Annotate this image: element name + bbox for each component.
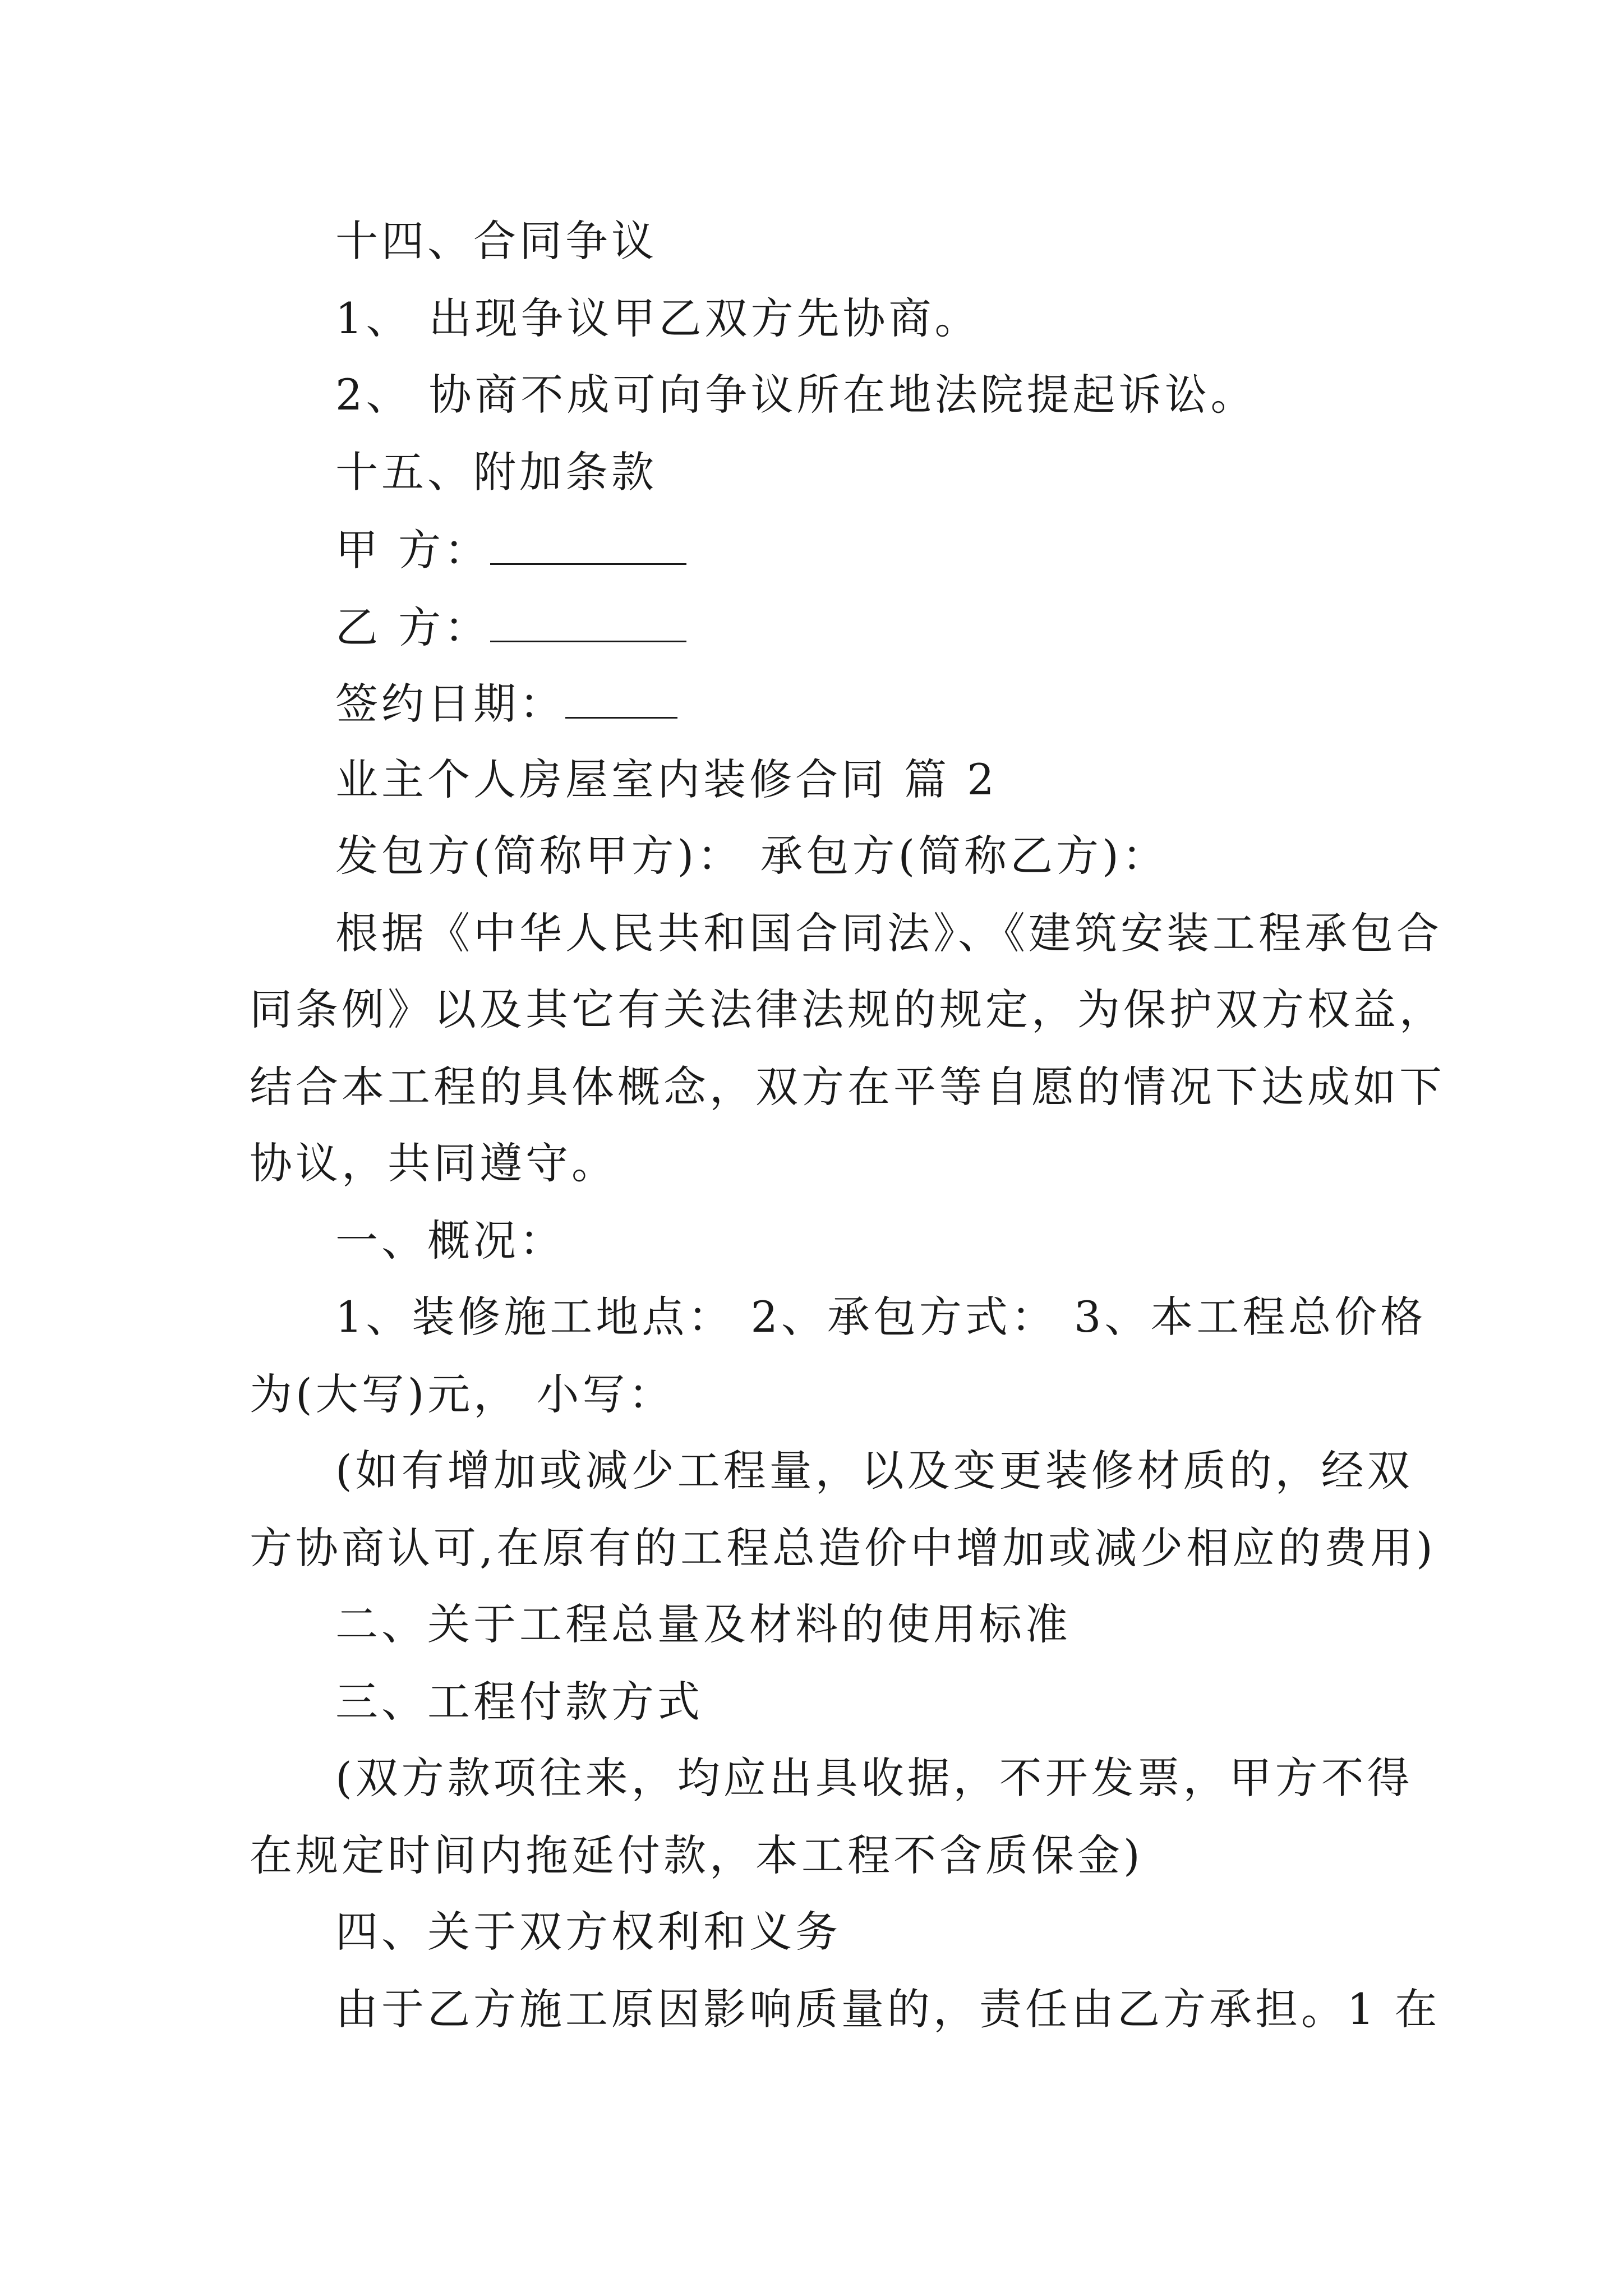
rights-line: 由于乙方施工原因影响质量的，责任由乙方承担。1 在	[335, 1984, 1441, 2034]
note-line: 方协商认可,在原有的工程总造价中增加或减少相应的费用)	[250, 1523, 1436, 1573]
heading-rights: 四、关于双方权利和义务	[335, 1907, 841, 1957]
heading-payment: 三、工程付款方式	[335, 1677, 703, 1727]
clause-14-2: 2、 协商不成可向争议所在地法院提起诉讼。	[335, 370, 1257, 420]
intro-paragraph-line: 根据《中华人民共和国合同法》、《建筑安装工程承包合	[335, 908, 1442, 958]
payment-note-line: 在规定时间内拖延付款，本工程不含质保金)	[250, 1830, 1144, 1880]
party-a-row	[335, 525, 686, 575]
intro-paragraph-line: 协议，共同遵守。	[250, 1138, 617, 1188]
heading-section-14: 十四、合同争议	[335, 216, 657, 266]
party-b-blank-line	[490, 605, 686, 642]
party-a-blank-line	[490, 527, 686, 565]
party-a-label: 甲 方：	[335, 525, 491, 575]
overview-line: 为(大写)元， 小写：	[250, 1369, 675, 1419]
heading-materials: 二、关于工程总量及材料的使用标准	[335, 1599, 1071, 1649]
parties-line: 发包方(简称甲方)： 承包方(简称乙方)：	[335, 831, 1168, 881]
intro-paragraph-line: 结合本工程的具体概念，双方在平等自愿的情况下达成如下	[250, 1062, 1445, 1112]
section-title: 业主个人房屋室内装修合同 篇 2	[335, 754, 998, 804]
party-b-label: 乙 方：	[335, 602, 491, 652]
intro-paragraph-line: 同条例》以及其它有关法律法规的规定，为保护双方权益，	[250, 984, 1445, 1034]
overview-line: 1、装修施工地点： 2、承包方式： 3、本工程总价格	[335, 1292, 1427, 1342]
party-b-row	[335, 602, 686, 652]
sign-date-blank-line	[565, 681, 677, 719]
sign-date-row	[335, 679, 677, 729]
heading-section-15: 十五、附加条款	[335, 447, 657, 497]
clause-14-1: 1、 出现争议甲乙双方先协商。	[335, 293, 981, 343]
note-line: (如有增加或减少工程量，以及变更装修材质的，经双	[335, 1446, 1413, 1496]
sign-date-label: 签约日期：	[335, 679, 565, 729]
payment-note-line: (双方款项往来，均应出具收据，不开发票，甲方不得	[335, 1753, 1413, 1803]
heading-overview: 一、概况：	[335, 1216, 565, 1266]
